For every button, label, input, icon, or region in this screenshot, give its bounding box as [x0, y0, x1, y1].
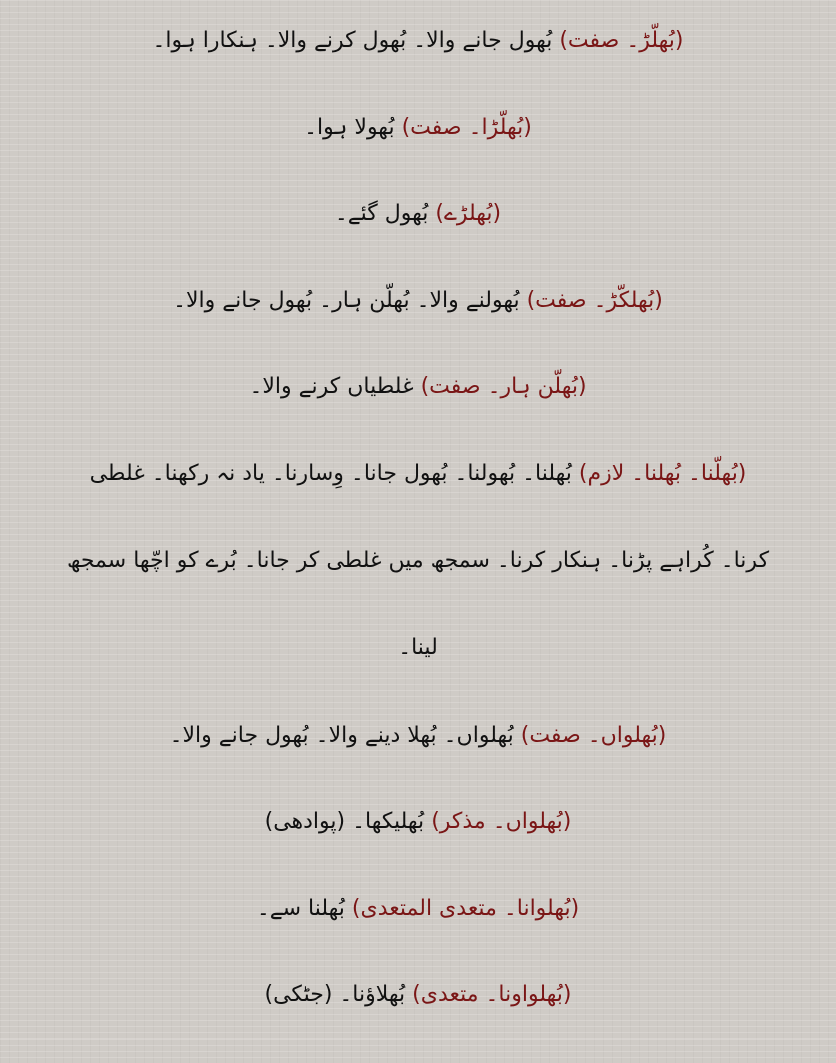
entry-definition: بُھول گئے۔ [334, 201, 429, 226]
entry-definition: بُھلیکھا۔ (پوادھی) [264, 809, 425, 834]
entry-headword: (بُھلّن ہار۔ صفت) [420, 374, 587, 399]
dictionary-entry [26, 803, 810, 890]
dictionary-entry [26, 22, 810, 109]
entry-definition-line: لینا۔ [398, 634, 438, 660]
entry-definition: بُھولنے والا۔ بُھلّن ہار۔ بُھول جانے والا۔ [173, 287, 520, 313]
entry-line [26, 542, 810, 629]
dictionary-entry [26, 282, 810, 369]
entry-headword: (بُھلواں۔ صفت) [520, 722, 667, 748]
dictionary-entry [26, 717, 810, 804]
entry-definition: بُھلنا سے۔ [256, 895, 345, 921]
entry-line [26, 629, 810, 716]
entry-definition: بُھلواں۔ بُھلا دینے والا۔ بُھول جانے والا۔ [169, 722, 514, 748]
entry-definition-line: بُھلنا۔ بُھولنا۔ بُھول جانا۔ وِسارنا۔ یاد نہ رکھنا۔ غلطی [89, 460, 572, 486]
entry-headword: (بُھلکّڑ۔ صفت) [526, 287, 663, 313]
entry-headword: (بُھلّنا۔ بُھلنا۔ لازم) [578, 460, 747, 486]
entry-definition: غلطیاں کرنے والا۔ [249, 374, 414, 399]
dictionary-entry [26, 368, 810, 455]
entry-headword: (بُھلوانا۔ متعدی المتعدی) [351, 895, 580, 921]
dictionary-entry [26, 195, 810, 282]
entry-definition-line: کرنا۔ کُراہے پڑنا۔ ہنکار کرنا۔ سمجھ میں غلطی کر جانا۔ بُرے کو اچّھا سمجھ [66, 547, 770, 573]
entry-definition: بُھلاؤنا۔ (جٹکی) [264, 982, 406, 1007]
entry-definition: بُھول جانے والا۔ بُھول کرنے والا۔ ہنکارا ہوا۔ [152, 28, 553, 53]
dictionary-entry [26, 455, 810, 717]
dictionary-entry [26, 890, 810, 977]
entry-headword: (بُھلواونا۔ متعدی) [412, 982, 572, 1007]
entry-line [26, 455, 810, 542]
entry-headword: (بُھلواں۔ مذکر) [431, 809, 572, 834]
entry-headword: (بُھلّڑ۔ صفت) [559, 28, 684, 53]
entry-headword: (بُھلڑے) [435, 201, 502, 226]
dictionary-entry [26, 109, 810, 196]
dictionary-entry [26, 976, 810, 1063]
entry-definition: بُھولا ہوا۔ [304, 114, 395, 140]
entry-headword: (بُھلّڑا۔ صفت) [401, 114, 532, 140]
